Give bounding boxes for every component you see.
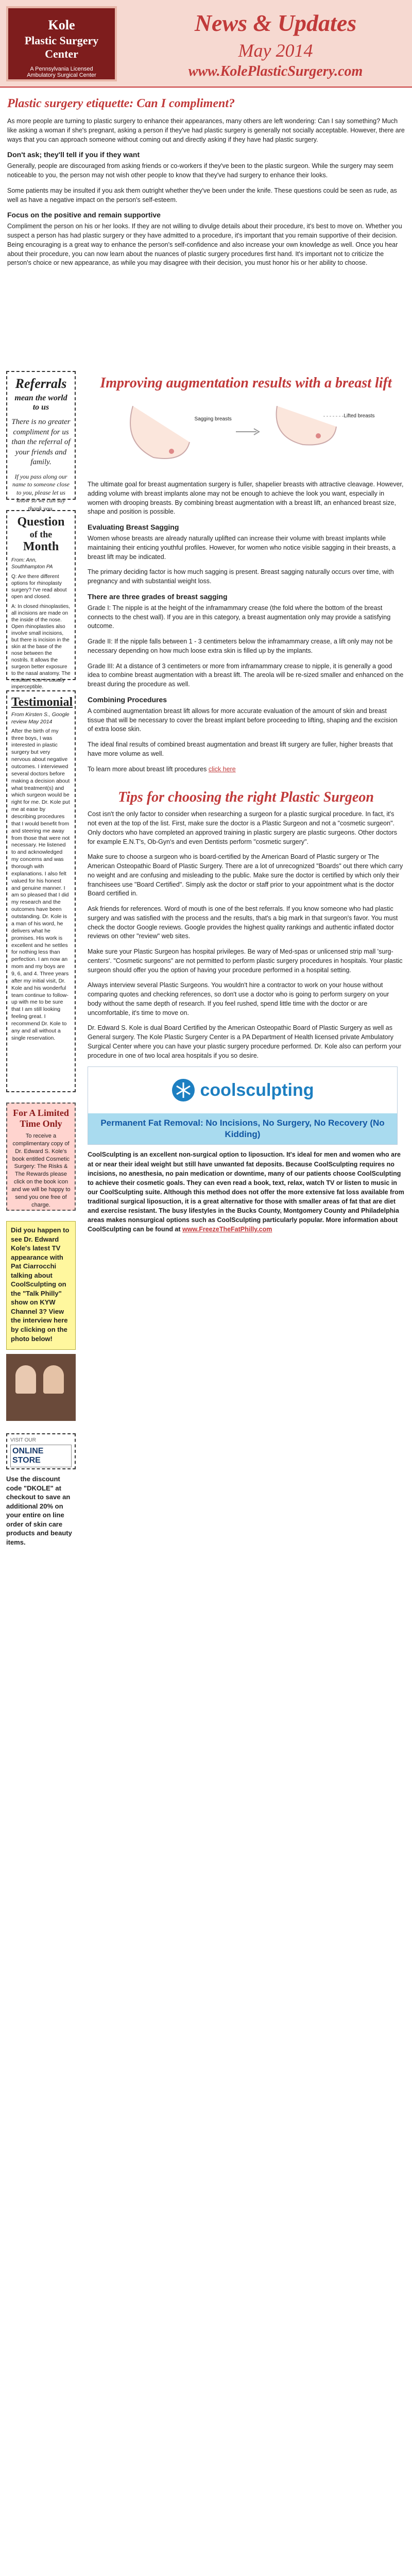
referrals-text: There is no greater compliment for us than the referral of your friends and family. [11, 418, 71, 466]
referrals-text: If you pass along our name to someone close to you, please let us know so we can say thank you. [12, 472, 70, 512]
paragraph: Make sure your Plastic Surgeon has hospital privileges. Be wary of Med-spas or unlicensed strip mall 'surg-centers'. "Cosmetic surgeons" are not permitted to perform plastic surgery procedures in hospitals. Your plastic surgeon should offer you the option of having your procedure performed in a hospital setting. [88, 948, 403, 974]
testimonial-title: Testimonial [11, 696, 73, 709]
grade-item: Grade I: The nipple is at the height of the inframammary crease (the fold where the bottom of the breast connects to the chest wall). If you are in this category, a breast augmentation only may provide a satisfying outcome. [88, 604, 391, 630]
paragraph: As more people are turning to plastic surgery to enhance their appearances, many others are left wondering: Can I say something? Much like asking a woman if she's pregnant, asking a person if they've had plastic surgery is generally not socially acceptable. However, there are ways that you can approach someone without coming out and directly asking if they have had plastic surgery. [7, 117, 405, 143]
offer-title: For A Limited Time Only [13, 1108, 69, 1129]
tv-text: Did you happen to see Dr. Edward Kole's latest TV appearance with Pat Ciarrocchi talking about CoolSculpting on the "Talk Philly" show on KYW Channel 3? View the interview here by clicking on the photo below! [11, 1226, 70, 1343]
person-icon [15, 1365, 36, 1394]
paragraph: Women whose breasts are already naturally uplifted can increase their volume with breast implants while maintaining their enticing youthful profiles. However, for women who notice visible sagging in their breasts, a breast lift may be indicated. [88, 535, 396, 561]
click-here-link[interactable]: click here [208, 765, 236, 773]
referrals-title: Referrals [15, 376, 67, 391]
referrals-subtitle: mean the world to us [14, 394, 67, 412]
subheading: Focus on the positive and remain supportive [7, 211, 161, 219]
paragraph [88, 765, 404, 774]
online-store-box[interactable] [6, 1433, 76, 1469]
store-small-label: VISIT OUR [10, 1437, 36, 1443]
logo-line5: Ambulatory Surgical Center [27, 72, 96, 78]
testimonial-text: After the birth of my three boys, I was interested in plastic surgery but very nervous about negative outcomes. I interviewed several doctors before making a decision about what treatment(s) and which surgeon would be right for me. Dr. Kole put me at ease by describing procedures that I would benefit from and steering me away from those that were not necessary. He listened to and acknowledged my concerns and was thorough with explanations. I also felt valued for his honest and genuine manner. I am so pleased that I did my research and the outcomes have been outstanding. Dr. Kole is a man of his word, he delivers what he promises. His work is excellent and he settles for nothing less than perfection. I am now an mom and my boys are 9, 6, and 4. Three years after my initial visit, Dr. Kole and his wonderful team continue to follow-up with me to be sure that I am still looking feeling great. I recommend Dr. Kole to any and all without a single reservation. [11, 727, 70, 1041]
breast-lift-illustration [102, 396, 390, 473]
qotm-title: Question [17, 515, 65, 529]
subheading: Evaluating Breast Sagging [88, 523, 179, 531]
coolsculpting-logo [88, 1067, 397, 1113]
paragraph: Ask friends for references. Word of mouth is one of the best referrals. If you know someone who had plastic surgery and was satisfied with the process and the results, that's a big mark in that surgeon's favor. You must check the doctor Google reviews. Google provides the highest quality rankings and authentic inflated doctor reviews on other "review" web sites. [88, 905, 398, 940]
header [0, 0, 412, 88]
paragraph: Some patients may be insulted if you ask them outright whether they've been under the knife. These questions could be seen as rude, as well as have a negative impact on the person's self-esteem. [7, 187, 397, 204]
coolsculpting-banner[interactable] [88, 1066, 398, 1145]
logo-line2: Plastic Surgery [24, 34, 99, 47]
logo-line1: Kole [48, 18, 75, 32]
illustration-label: Sagging breasts [194, 416, 232, 422]
paragraph: Make sure to choose a surgeon who is board-certified by the American Board of Plastic surgery or The American Osteopathic Board of Plastic Surgery. There are a lot of unrecognized "Boards" out there which carry no weight and are confusing and misleading to the public. Make sure the doctor is certified by which only their franchisees use "Board Certified". Simply ask the doctor or staff prior to your appointment what is the doctor Board certified in. [88, 853, 403, 897]
testimonial-from: From Kirsten S., Google review May 2014 [11, 711, 70, 725]
paragraph [88, 1150, 404, 1234]
paragraph: Cost isn't the only factor to consider when researching a surgeon for a plastic surgical procedure. In fact, it's not even at the top of the list. First, make sure the doctor is a Plastic Surgeon and not a "cosmetic surgeon". Only doctors who have completed an approved training in plastic surgery are plastic surgeons. Other doctors for example E.N.T's, Ob-Gyn's and even Dentists perform "cosmetic surgery". [88, 810, 398, 845]
subheading: Don't ask; they'll tell if you if they want [7, 150, 140, 159]
article-title: Tips for choosing the right Plastic Surgeon [118, 789, 374, 806]
qotm-title: of the [29, 529, 53, 539]
article-title: Plastic surgery etiquette: Can I compliment? [7, 97, 235, 110]
paragraph: The primary deciding factor is how much sagging is present. Breast sagging naturally occurs over time, with pregnancy and with substantial weight loss. [88, 568, 394, 585]
referrals-box [6, 371, 76, 512]
paragraph: A combined augmentation breast lift allows for more accurate evaluation of the amount of skin and breast tissue that will be necessary to cover the breast implant before proceeding to lifting, shaping and the excision of extra loose skin. [88, 707, 398, 733]
website-link[interactable]: www.KolePlasticSurgery.com [188, 63, 363, 79]
paragraph: Generally, people are discouraged from asking friends or co-workers if they've been to the plastic surgeon. While the surgery may seem noticeable to you, the person may not wish other people to know that they've had surgery to enhance their looks. [7, 162, 393, 179]
logo-line3: Center [45, 47, 78, 60]
logo-line4: A Pennsylvania Licensed [30, 66, 93, 72]
learn-more-text: To learn more about breast lift procedures [88, 765, 209, 773]
offer-box[interactable] [6, 1103, 76, 1211]
sidebar [6, 371, 76, 1547]
paragraph: Always interview several Plastic Surgeons. You wouldn't hire a contractor to work on your house without comparing quotes and checking references, so don't use a doctor who is going to perform surgery on your body without the same depth of research. If you feel rushed, spend little time with the doctor or are uncomfortable, it's time to move on. [88, 981, 389, 1016]
qotm-question: Q: Are there different options for rhinoplasty surgery? I've read about open and closed. [11, 574, 67, 600]
question-of-month-box [6, 510, 76, 690]
tv-appearance-box[interactable] [6, 1221, 76, 1350]
grade-item: Grade II: If the nipple falls between 1 - 3 centimeters below the inframammary crease, a lift only may not be necessary depending on how much loose extra skin is filled up by the implants. [88, 638, 393, 654]
freeze-the-fat-link[interactable]: www.FreezeTheFatPhilly.com [182, 1226, 272, 1233]
subheading: There are three grades of breast sagging [88, 592, 228, 601]
paragraph: Dr. Edward S. Kole is dual Board Certified by the American Osteopathic Board of Plastic Surgery as well as General surgery. The Kole Plastic Surgery Center is a PA Department of Health licensed private Ambulatory Surgical Center where you can have your plastic surgery procedure performed. Dr. Kole also can perform your procedure in one of two local area hospitals if you so desire. [88, 1024, 402, 1059]
paragraph: Compliment the person on his or her looks. If they are not willing to divulge details about their procedure, it's best to move on. Whether you suspect a person has had plastic surgery or they have admitted to a procedure, it's important that you remain supportive of their decision. Being encouraging is a great way to enhance the person's self-confidence and also increase your own knowledge as well. Once you hear about their procedure, you can now learn about the nuances of plastic surgery procedures first hand. It's important not to criticize the person's choice or new appearance, as while you may disagree with their decision, you must honor his or her ability to choose. [7, 223, 402, 267]
qotm-title: Month [23, 540, 59, 553]
qotm-from: From: Ann, Southhampton PA [11, 557, 53, 570]
grade-item: Grade III: At a distance of 3 centimeters or more from inframammary crease to nipple, it is generally a good idea to combine breast augmentation with a breast lift. The areola will be re-sized smaller and enhanced on the breast during the procedure as well. [88, 662, 404, 688]
snowflake-icon [171, 1078, 195, 1102]
illustration-label: Lifted breasts [344, 413, 375, 419]
paragraph: The ultimate goal for breast augmentation surgery is fuller, shapelier breasts with attractive cleavage. However, adding volume with breast implants alone may not be enough to achieve the look you want, especially in women with drooping breasts. By combining breast augmentation with a breast lift, an enhanced breast size, shape and position is possible. [88, 481, 404, 516]
breast-lift-icon [102, 396, 390, 473]
article-title: Improving augmentation results with a breast lift [100, 375, 392, 391]
article-etiquette [0, 89, 412, 279]
store-label[interactable]: ONLINE STORE [10, 1445, 72, 1467]
main-column [88, 371, 404, 1241]
logo[interactable] [6, 6, 117, 81]
person-icon [43, 1365, 64, 1394]
newsletter-date: May 2014 [238, 40, 313, 61]
subheading: Combining Procedures [88, 695, 167, 704]
coolsculpting-text: CoolSculpting is an excellent non-surgical option to liposuction. It's ideal for men and women who are at or near their ideal weight but still have unwanted fat deposits. Because CoolSculpting requires no incisions, no anesthesia, no pain medication or downtime, many of our patients choose CoolSculpting to achieve their cosmetic goals. They can even read a book, text, relax, watch TV or listen to music in our CoolSculpting suite. Although this method does not offer the more extensive fat loss available from traditional surgical liposuction, it is a great alternative for those with smaller areas of fat that are diet and exercise resistant. The busy lifestyles in the Bucks County, Montgomery County and Philadelphia areas makes nonsurgical options such as CoolSculpting particularly popular. More information about CoolSculpting can be found at [88, 1151, 404, 1233]
offer-text: To receive a complimentary copy of Dr. Edward S. Kole's book entitled Cosmetic Surgery: The Risks & The Rewards please click on the book icon and we will be happy to send you one free of charge. [11, 1133, 71, 1208]
coolsculpting-brand: coolsculpting [200, 1080, 314, 1100]
testimonial-box [6, 690, 76, 1092]
qotm-answer: A: In closed rhinoplasties, all incisions are made on the inside of the nose. Open rhinoplasties also involve small incisions, but there is incision in the skin at the base of the nose between the nostrils. It allows the surgeon better exposure to the nasal anatomy. The resultant scar is usually imperceptible. [11, 604, 71, 690]
tv-photo[interactable] [6, 1354, 76, 1421]
header-titles [154, 9, 397, 80]
paragraph: The ideal final results of combined breast augmentation and breast lift surgery are fuller, higher breasts that have more volume as well. [88, 741, 393, 757]
discount-text: Use the discount code "DKOLE" at checkout to save an additional 20% on your entire on line order of skin care products and beauty items. [6, 1475, 72, 1546]
coolsculpting-banner-text: Permanent Fat Removal: No Incisions, No Surgery, No Recovery (No Kidding) [88, 1113, 397, 1144]
newsletter-title: News & Updates [194, 10, 357, 36]
